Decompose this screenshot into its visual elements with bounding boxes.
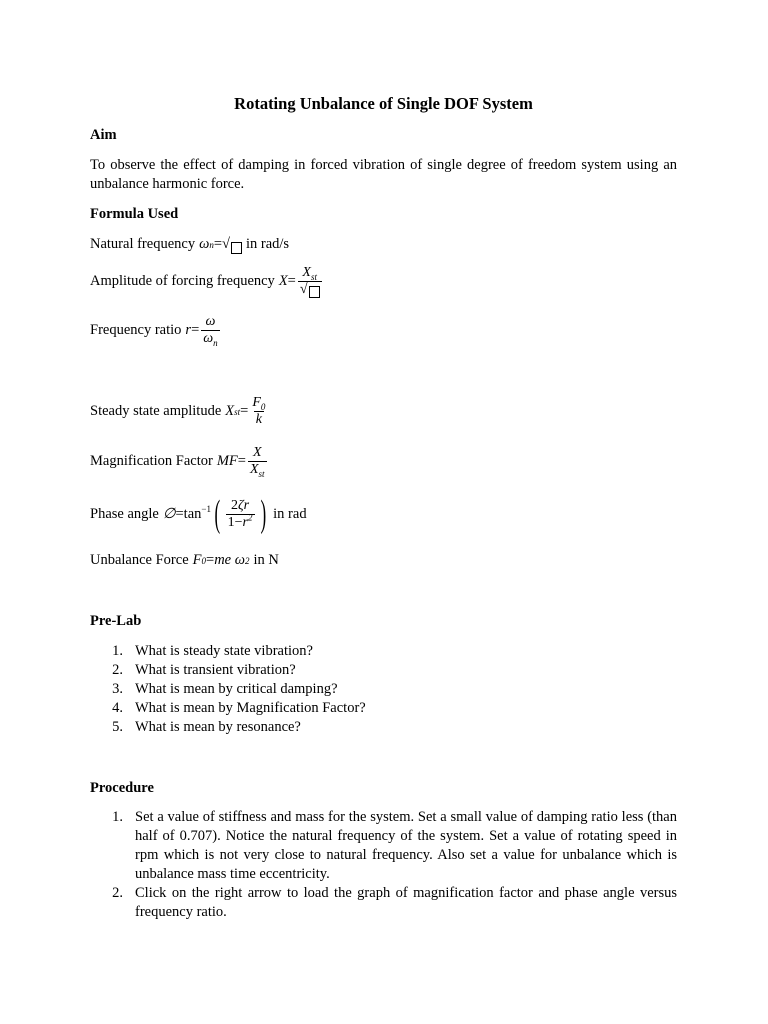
formula-heading: Formula Used [90,206,179,222]
steady-state-formula [90,395,269,428]
phase-angle-label: Phase angle [90,505,159,522]
unbalance-force-equation: F 0 = me ω 2 [192,552,250,568]
unbalance-force-formula [90,551,279,570]
list-item: 4. What is mean by Magnification Factor? [112,700,366,716]
magnification-equation: MF = $\frac{X}{X_{st}}$ [216,445,265,479]
frequency-ratio-equation: r = $\frac{\omega}{\omega_n}$ [185,314,218,348]
steady-state-equation: X st = $\frac{F_0}{k}$ [225,395,266,427]
list-item: 2. What is transient vibration? [112,662,296,678]
document-title: Rotating Unbalance of Single DOF System [234,94,533,113]
amplitude-formula [90,265,324,298]
amplitude-equation: X = $\frac{X_{st}}{√}$ [279,265,324,298]
natural-frequency-formula [90,235,289,254]
natural-frequency-unit: in rad/s [245,236,290,252]
natural-frequency-equation: ω n = √ [199,235,242,254]
procedure-list [90,808,677,922]
list-item: 1. What is steady state vibration? [112,643,313,659]
prelab-list [90,642,677,737]
phase-angle-equation: ∅ $=\tan^{-1}$ ( $\frac{2\zeta r}{1-r^2}$ ) [162,493,266,535]
prelab-heading: Pre-Lab [90,613,142,629]
aim-heading: Aim [90,127,117,143]
list-item: 1. Set a value of stiffness and mass for the system. Set a small value of damping ratio less (than half of 0.707). Notice the natural frequency of the system. Set a value of rotating speed in rpm which is not very close to natural frequency. Also set a value for unbalance which is unbalance mass time eccentricity. [112,809,677,882]
magnification-label: Magnification Factor [90,453,213,469]
list-item: 2. Click on the right arrow to load the graph of magnification factor and phase angle versus frequency ratio. [112,885,677,920]
natural-frequency-label: Natural frequency [90,236,196,252]
steady-state-label: Steady state amplitude [90,403,222,419]
list-item: 3. What is mean by critical damping? [112,681,338,697]
phase-angle-formula [90,495,307,533]
procedure-heading: Procedure [90,780,154,796]
frequency-ratio-formula [90,314,222,347]
unbalance-force-label: Unbalance Force [90,552,189,568]
frequency-ratio-label: Frequency ratio [90,322,182,338]
aim-text: To observe the effect of damping in forced vibration of single degree of freedom system using an unbalance harmonic force. [90,157,677,192]
amplitude-label: Amplitude of forcing frequency [90,273,275,289]
list-item: 5. What is mean by resonance? [112,719,301,735]
magnification-formula [90,445,269,478]
phase-angle-unit: in rad [273,505,307,522]
unbalance-force-unit: in N [253,552,279,568]
